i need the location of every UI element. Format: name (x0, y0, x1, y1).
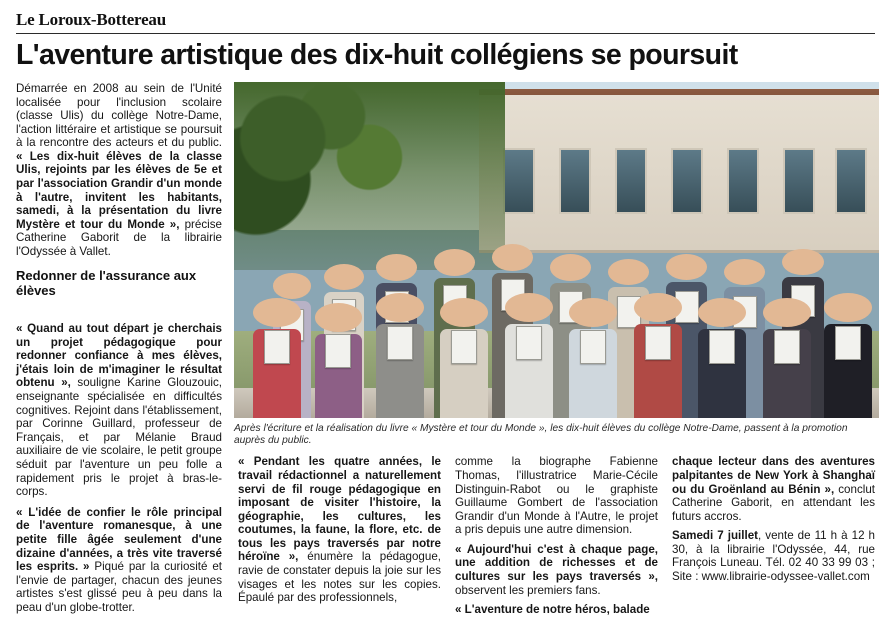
col3-p1-rest: conclut Catherine Gaborit, en attendant les futurs accros. (672, 482, 875, 523)
col2-p3 (455, 603, 658, 617)
lead-p1-text: Démarrée en 2008 au sein de l'Unité localisée pour l'inclusion scolaire (classe Ulis) du collège Notre-Dame, l'action littéraire et artistique se poursuit à la rencontre des acteurs et du public. (16, 81, 222, 150)
photo-students-group (234, 149, 879, 398)
col2-p1: comme la biographe Fabienne Thomas, l'illustratrice Marie-Cécile Distinguin-Rabot ou le graphiste Guillaume Gombert de l'association Grandir d'un Monde à l'Autre, le projet a pris depuis une autre dimension. (455, 455, 658, 537)
left-lower-p1-bold: « Quand au tout départ je cherchais un projet pédagogique pour redonner confiance à mes élèves, j'étais loin de m'imaginer le résultat obtenu », (16, 322, 222, 390)
header-divider (16, 33, 875, 34)
left-lower-column (16, 322, 222, 621)
body-column-1 (238, 455, 441, 623)
col3-p2-rest: , vente de 11 h à 12 h 30, à la librairie l'Odyssée, 44, rue François Luneau. Tél. 02 40 33 99 03 ; Site : www.librairie-odyssee-vallet.com (672, 529, 875, 584)
lead-p1-bold: « Les dix-huit élèves de la classe Ulis, rejoints par les élèves de 5e et par l'association Grandir d'un monde à l'autre, invitent les habitants, samedi, à la présentation du livre Mystère et tour du Monde », (16, 149, 222, 231)
col2-p2-bold: « Aujourd'hui c'est à chaque page, une addition de richesses et de cultures sur les pays traversés », (455, 542, 658, 584)
photo-column (234, 82, 879, 447)
col3-p1 (672, 455, 875, 523)
col2-p2 (455, 543, 658, 597)
left-lower-p2-rest: Piqué par la curiosité et l'envie de partager, chacun des jeunes artistes s'est glissé peu à peu dans la peau d'un globe-trotter. (16, 560, 222, 614)
col1-p1-rest: énumère la pédagogue, ravie de constater depuis la joie sur les visages et les notes sur les copies. Épaulé par des professionnels, (238, 550, 442, 605)
col2-p2-rest: observent les premiers fans. (455, 583, 601, 597)
lead-column (16, 82, 222, 306)
lead-p1-end: précise Catherine Gaborit de la librairie l'Odyssée à Vallet. (16, 217, 222, 259)
left-lower-p2-bold: « L'idée de confier le rôle principal de l'aventure romanesque, à une petite fille âgée seulement d'une dizaine d'années, a très vite traversé les esprits. » (16, 505, 222, 574)
section-subheading: Redonner de l'assurance aux élèves (16, 267, 197, 298)
col3-p1-bold: chaque lecteur dans des aventures palpitantes de New York à Shanghaï ou du Groënland au Bénin », (672, 455, 875, 496)
col1-p1 (238, 455, 441, 605)
event-date: Samedi 7 juillet (672, 529, 759, 543)
left-lower-p1 (16, 322, 222, 499)
left-lower-p1-rest: souligne Karine Glouzouic, enseignante spécialisée en difficultés cognitives. Rejoint dans l'établissement, par Corinne Guillard, professeur de Français, et par Mélanie Braud auxiliaire de vie scolaire, le petit groupe séduit par l'aventure un peu folle a rapidement pris le projet à bras-le-corps. (16, 376, 222, 499)
body-column-3 (672, 455, 875, 623)
kicker-locality: Le Loroux-Bottereau (16, 10, 166, 29)
photo-caption: Après l'écriture et la réalisation du livre « Mystère et tour du Monde », les dix-huit élèves du collège Notre-Dame, passent à la promotion auprès du public. (234, 422, 848, 447)
left-lower-p2 (16, 506, 222, 615)
body-column-2 (455, 455, 658, 623)
lead-paragraph (16, 82, 222, 259)
col2-p3-bold: « L'aventure de notre héros, balade (455, 603, 650, 617)
col3-p2 (672, 529, 875, 583)
page-title: L'aventure artistique des dix-huit collégiens se poursuit (16, 39, 738, 71)
col1-p1-bold: « Pendant les quatre années, le travail rédactionnel a naturellement servi de fil rouge pédagogique en imposant de visiter l'histoire, la géographie, les cultures, les coutumes, la faune, la flore, etc. de tous les pays traversés par notre héroïne », (238, 455, 441, 564)
article-photo (234, 82, 879, 418)
